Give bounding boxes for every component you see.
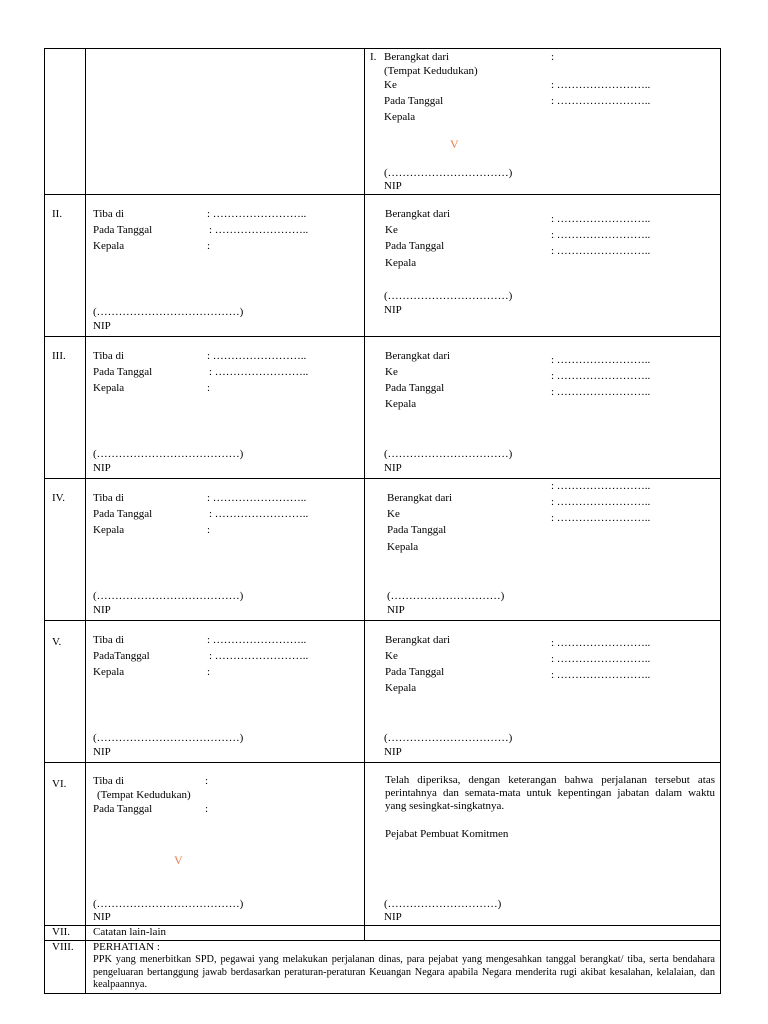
tempat-label: (Tempat Kedudukan) <box>97 789 191 801</box>
row-number: VII. <box>52 926 71 938</box>
row-divider <box>44 336 721 337</box>
tiba-value: : …………………….. <box>207 350 307 362</box>
tanggal-value: : …………………….. <box>209 508 309 520</box>
signature-line: (…………………………………) <box>93 448 244 460</box>
tiba-value: : …………………….. <box>207 208 307 220</box>
tiba-label: Tiba di <box>93 634 125 646</box>
kepala-value: : <box>207 666 211 678</box>
number-column-divider <box>85 48 86 994</box>
middle-column-divider <box>364 48 365 941</box>
kepala-value: : <box>207 240 211 252</box>
nip-label: NIP <box>384 180 402 192</box>
row-number: VI. <box>52 778 67 790</box>
nip-label: NIP <box>387 604 405 616</box>
row-divider <box>44 620 721 621</box>
berangkat-value: : <box>551 51 555 63</box>
signature-line: (……………………………) <box>384 732 513 744</box>
row-divider <box>44 194 721 195</box>
pejabat-label: Pejabat Pembuat Komitmen <box>385 828 509 840</box>
ke-label: Ke <box>385 224 398 236</box>
tiba-value: : …………………….. <box>207 492 307 504</box>
tanggal-value: : …………………….. <box>551 95 651 107</box>
field-value: : …………………….. <box>551 512 651 524</box>
tanggal-label: Pada Tanggal <box>93 508 153 520</box>
kepala-value: : <box>207 382 211 394</box>
tiba-value: : <box>205 775 209 787</box>
verification-statement: Telah diperiksa, dengan keterangan bahwa perjalanan tersebut atas perintahnya dan semata-mata untuk kepentingan jabatan dalam waktu yang sesingkat-singkatnya. <box>385 774 715 812</box>
kepala-label: Kepala <box>385 257 417 269</box>
signature-line: (…………………………………) <box>93 306 244 318</box>
tiba-label: Tiba di <box>93 350 125 362</box>
row-number: V. <box>52 636 62 648</box>
kepala-label: Kepala <box>387 541 419 553</box>
table-border-right <box>720 48 721 994</box>
berangkat-label: Berangkat dari <box>385 208 451 220</box>
signature-line: (…………………………………) <box>93 590 244 602</box>
kepala-label: Kepala <box>93 666 125 678</box>
tanggal-value: : …………………….. <box>209 224 309 236</box>
ke-label: Ke <box>385 650 398 662</box>
row-number: IV. <box>52 492 65 504</box>
spd-back-page <box>44 48 721 994</box>
nip-label: NIP <box>93 604 111 616</box>
field-value: : …………………….. <box>551 245 651 257</box>
ke-label: Ke <box>385 366 398 378</box>
catatan-label: Catatan lain-lain <box>93 926 166 938</box>
tanggal-value: : …………………….. <box>209 650 309 662</box>
tiba-value: : …………………….. <box>207 634 307 646</box>
berangkat-label: Berangkat dari <box>384 51 450 63</box>
perhatian-text: PPK yang menerbitkan SPD, pegawai yang melakukan perjalanan dinas, para pejabat yang mengesahkan tanggal berangkat/ tiba, serta bendahara pengeluaran bertanggung jawab berdasarkan peraturan-peraturan Keuangan Negara apabila Negara menderita rugi akibat kesalahan, kelalaian, dan kealpaannya. <box>93 954 715 990</box>
check-mark: V <box>450 137 459 151</box>
perhatian-title: PERHATIAN : <box>93 941 160 953</box>
ke-value: : …………………….. <box>551 79 651 91</box>
kepala-label: Kepala <box>93 240 125 252</box>
signature-line: (…………………………) <box>384 898 502 910</box>
nip-label: NIP <box>93 320 111 332</box>
row-number: III. <box>52 350 66 362</box>
kepala-label: Kepala <box>93 382 125 394</box>
kepala-label: Kepala <box>384 111 416 123</box>
signature-line: (……………………………) <box>384 167 513 179</box>
signature-line: (…………………………) <box>387 590 505 602</box>
tempat-label: (Tempat Kedudukan) <box>384 65 478 77</box>
signature-line: (…………………………………) <box>93 732 244 744</box>
nip-label: NIP <box>93 462 111 474</box>
tanggal-label: PadaTanggal <box>93 650 150 662</box>
tiba-label: Tiba di <box>93 775 125 787</box>
field-value: : …………………….. <box>551 669 651 681</box>
kepala-label: Kepala <box>385 682 417 694</box>
row-divider <box>44 762 721 763</box>
row-number: II. <box>52 208 63 220</box>
berangkat-label: Berangkat dari <box>385 350 451 362</box>
tanggal-value: : <box>205 803 209 815</box>
tanggal-label: Pada Tanggal <box>93 224 153 236</box>
nip-label: NIP <box>93 746 111 758</box>
tanggal-label: Pada Tanggal <box>385 240 445 252</box>
field-value: : …………………….. <box>551 213 651 225</box>
table-border-top <box>44 48 721 49</box>
ke-label: Ke <box>387 508 400 520</box>
field-value: : …………………….. <box>551 653 651 665</box>
field-value: : …………………….. <box>551 370 651 382</box>
tiba-label: Tiba di <box>93 208 125 220</box>
signature-line: (…………………………………) <box>93 898 244 910</box>
row-number: VIII. <box>52 941 74 953</box>
signature-line: (……………………………) <box>384 448 513 460</box>
table-border-bottom <box>44 993 721 994</box>
tanggal-label: Pada Tanggal <box>384 95 444 107</box>
table-border-left <box>44 48 45 994</box>
kepala-value: : <box>207 524 211 536</box>
nip-label: NIP <box>384 462 402 474</box>
tanggal-label: Pada Tanggal <box>385 666 445 678</box>
row-divider <box>44 478 721 479</box>
ke-label: Ke <box>384 79 397 91</box>
check-mark: V <box>174 853 183 867</box>
tanggal-label: Pada Tanggal <box>385 382 445 394</box>
tanggal-label: Pada Tanggal <box>93 366 153 378</box>
nip-label: NIP <box>93 911 111 923</box>
berangkat-label: Berangkat dari <box>385 634 451 646</box>
field-value: : …………………….. <box>551 354 651 366</box>
field-value: : …………………….. <box>551 386 651 398</box>
berangkat-label: Berangkat dari <box>387 492 453 504</box>
tanggal-label: Pada Tanggal <box>93 803 153 815</box>
kepala-label: Kepala <box>385 398 417 410</box>
field-value: : …………………….. <box>551 229 651 241</box>
tanggal-value: : …………………….. <box>209 366 309 378</box>
nip-label: NIP <box>384 911 402 923</box>
kepala-label: Kepala <box>93 524 125 536</box>
field-value: : …………………….. <box>551 496 651 508</box>
signature-line: (……………………………) <box>384 290 513 302</box>
nip-label: NIP <box>384 304 402 316</box>
tiba-label: Tiba di <box>93 492 125 504</box>
row-number: I. <box>370 51 377 63</box>
nip-label: NIP <box>384 746 402 758</box>
tanggal-label: Pada Tanggal <box>387 524 447 536</box>
field-value: : …………………….. <box>551 637 651 649</box>
field-value: : …………………….. <box>551 480 651 492</box>
